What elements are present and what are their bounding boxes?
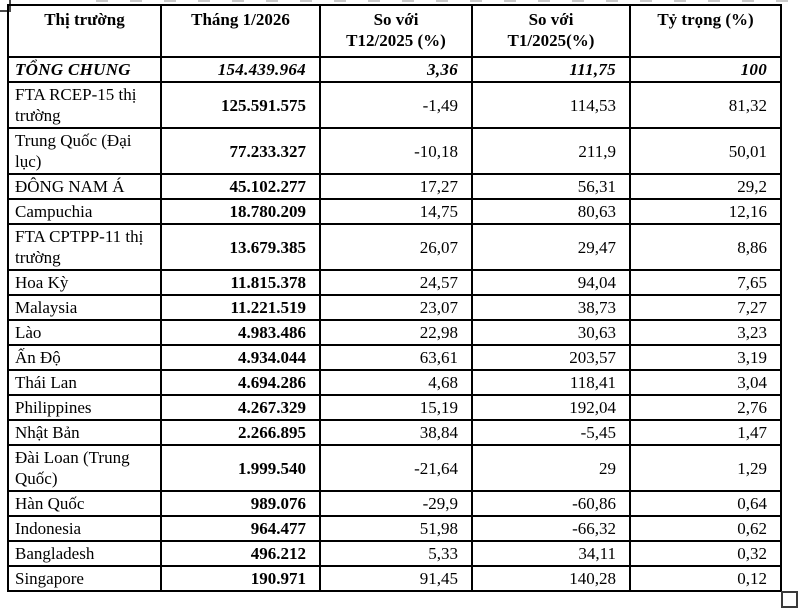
market-statistics-table xyxy=(7,4,782,592)
cell-value[interactable]: 964.477 xyxy=(161,516,320,541)
table-row xyxy=(8,516,781,541)
cell-share[interactable]: 7,65 xyxy=(630,270,781,295)
table-resize-handle-icon[interactable] xyxy=(781,591,798,608)
table-row xyxy=(8,541,781,566)
cell-market[interactable]: Hoa Kỳ xyxy=(8,270,161,295)
header-line: T12/2025 (%) xyxy=(346,31,446,50)
cell-vs_t12_2025[interactable]: 14,75 xyxy=(320,199,472,224)
cell-vs_t1_2025[interactable]: 203,57 xyxy=(472,345,630,370)
header-cell-vs_t1_2025[interactable] xyxy=(472,5,630,57)
header-line: Tỷ trọng (%) xyxy=(657,10,754,29)
cell-vs_t1_2025[interactable]: 34,11 xyxy=(472,541,630,566)
cell-value[interactable]: 4.934.044 xyxy=(161,345,320,370)
cell-market[interactable]: Philippines xyxy=(8,395,161,420)
cell-vs_t12_2025[interactable]: -21,64 xyxy=(320,445,472,491)
header-cell-share[interactable] xyxy=(630,5,781,57)
cell-vs_t1_2025[interactable]: -66,32 xyxy=(472,516,630,541)
table-row xyxy=(8,174,781,199)
cell-value[interactable]: 989.076 xyxy=(161,491,320,516)
table-row xyxy=(8,270,781,295)
cell-vs_t12_2025[interactable]: 51,98 xyxy=(320,516,472,541)
cell-value[interactable]: 77.233.327 xyxy=(161,128,320,174)
cell-vs_t12_2025[interactable]: 38,84 xyxy=(320,420,472,445)
cell-vs_t12_2025[interactable]: 26,07 xyxy=(320,224,472,270)
cell-value[interactable]: 13.679.385 xyxy=(161,224,320,270)
cell-vs_t1_2025[interactable]: 114,53 xyxy=(472,82,630,128)
cell-vs_t1_2025[interactable]: 56,31 xyxy=(472,174,630,199)
cell-share[interactable]: 100 xyxy=(630,57,781,82)
cell-vs_t12_2025[interactable]: -1,49 xyxy=(320,82,472,128)
cell-share[interactable]: 1,29 xyxy=(630,445,781,491)
cell-value[interactable]: 11.221.519 xyxy=(161,295,320,320)
cell-market[interactable]: FTA CPTPP-11 thị trường xyxy=(8,224,161,270)
cell-vs_t1_2025[interactable]: 80,63 xyxy=(472,199,630,224)
cell-market[interactable]: TỔNG CHUNG xyxy=(8,57,161,82)
cell-value[interactable]: 125.591.575 xyxy=(161,82,320,128)
cell-market[interactable]: Ấn Độ xyxy=(8,345,161,370)
cell-share[interactable]: 81,32 xyxy=(630,82,781,128)
cell-vs_t1_2025[interactable]: 29,47 xyxy=(472,224,630,270)
table-row xyxy=(8,566,781,591)
cell-market[interactable]: Nhật Bản xyxy=(8,420,161,445)
cell-share[interactable]: 12,16 xyxy=(630,199,781,224)
cell-value[interactable]: 154.439.964 xyxy=(161,57,320,82)
cell-share[interactable]: 0,32 xyxy=(630,541,781,566)
cell-share[interactable]: 0,12 xyxy=(630,566,781,591)
cell-vs_t12_2025[interactable]: 4,68 xyxy=(320,370,472,395)
cell-market[interactable]: Malaysia xyxy=(8,295,161,320)
cell-market[interactable]: Đài Loan (Trung Quốc) xyxy=(8,445,161,491)
cell-vs_t12_2025[interactable]: 23,07 xyxy=(320,295,472,320)
table-row xyxy=(8,128,781,174)
cell-vs_t12_2025[interactable]: 91,45 xyxy=(320,566,472,591)
header-cell-value[interactable] xyxy=(161,5,320,57)
cell-vs_t12_2025[interactable]: 17,27 xyxy=(320,174,472,199)
header-line: So với xyxy=(373,10,419,29)
cell-vs_t12_2025[interactable]: 22,98 xyxy=(320,320,472,345)
cell-value[interactable]: 4.267.329 xyxy=(161,395,320,420)
cell-vs_t1_2025[interactable]: 118,41 xyxy=(472,370,630,395)
cell-vs_t1_2025[interactable]: 30,63 xyxy=(472,320,630,345)
header-line: Thị trường xyxy=(44,10,125,29)
cell-vs_t1_2025[interactable]: 38,73 xyxy=(472,295,630,320)
table-header-row xyxy=(8,5,781,57)
table-row xyxy=(8,199,781,224)
cell-market[interactable]: ĐÔNG NAM Á xyxy=(8,174,161,199)
cell-vs_t12_2025[interactable]: -10,18 xyxy=(320,128,472,174)
cell-value[interactable]: 4.983.486 xyxy=(161,320,320,345)
cell-share[interactable]: 0,62 xyxy=(630,516,781,541)
table-row xyxy=(8,491,781,516)
cell-share[interactable]: 8,86 xyxy=(630,224,781,270)
cell-vs_t1_2025[interactable]: 192,04 xyxy=(472,395,630,420)
cell-value[interactable]: 190.971 xyxy=(161,566,320,591)
cell-vs_t12_2025[interactable]: -29,9 xyxy=(320,491,472,516)
table-row xyxy=(8,395,781,420)
cropped-content-artifact xyxy=(96,0,798,2)
cell-vs_t12_2025[interactable]: 5,33 xyxy=(320,541,472,566)
cell-share[interactable]: 1,47 xyxy=(630,420,781,445)
cell-share[interactable]: 3,23 xyxy=(630,320,781,345)
table-row xyxy=(8,57,781,82)
cell-value[interactable]: 4.694.286 xyxy=(161,370,320,395)
cell-market[interactable]: Thái Lan xyxy=(8,370,161,395)
header-line: T1/2025(%) xyxy=(507,31,595,50)
cell-value[interactable]: 11.815.378 xyxy=(161,270,320,295)
table-row xyxy=(8,82,781,128)
cell-market[interactable]: Lào xyxy=(8,320,161,345)
header-line: So với xyxy=(528,10,574,29)
cell-vs_t1_2025[interactable]: 29 xyxy=(472,445,630,491)
cell-market[interactable]: Singapore xyxy=(8,566,161,591)
table-row xyxy=(8,445,781,491)
table-row xyxy=(8,345,781,370)
cell-share[interactable]: 7,27 xyxy=(630,295,781,320)
table-row xyxy=(8,420,781,445)
cell-vs_t1_2025[interactable]: -5,45 xyxy=(472,420,630,445)
cell-market[interactable]: Trung Quốc (Đại lục) xyxy=(8,128,161,174)
cell-vs_t12_2025[interactable]: 15,19 xyxy=(320,395,472,420)
cell-share[interactable]: 3,04 xyxy=(630,370,781,395)
cell-vs_t12_2025[interactable]: 24,57 xyxy=(320,270,472,295)
cell-market[interactable]: Indonesia xyxy=(8,516,161,541)
table-row xyxy=(8,224,781,270)
cell-market[interactable]: Hàn Quốc xyxy=(8,491,161,516)
cell-vs_t1_2025[interactable]: 211,9 xyxy=(472,128,630,174)
cell-value[interactable]: 18.780.209 xyxy=(161,199,320,224)
cell-value[interactable]: 2.266.895 xyxy=(161,420,320,445)
table-row xyxy=(8,320,781,345)
cell-share[interactable]: 0,64 xyxy=(630,491,781,516)
cell-market[interactable]: FTA RCEP-15 thị trường xyxy=(8,82,161,128)
cell-vs_t1_2025[interactable]: 140,28 xyxy=(472,566,630,591)
header-line: Tháng 1/2026 xyxy=(191,10,290,29)
cell-market[interactable]: Campuchia xyxy=(8,199,161,224)
cell-share[interactable]: 29,2 xyxy=(630,174,781,199)
cell-vs_t1_2025[interactable]: 111,75 xyxy=(472,57,630,82)
cell-value[interactable]: 1.999.540 xyxy=(161,445,320,491)
cell-market[interactable]: Bangladesh xyxy=(8,541,161,566)
cell-share[interactable]: 2,76 xyxy=(630,395,781,420)
cell-share[interactable]: 50,01 xyxy=(630,128,781,174)
cell-vs_t12_2025[interactable]: 3,36 xyxy=(320,57,472,82)
cell-share[interactable]: 3,19 xyxy=(630,345,781,370)
cell-vs_t12_2025[interactable]: 63,61 xyxy=(320,345,472,370)
cell-value[interactable]: 45.102.277 xyxy=(161,174,320,199)
cell-vs_t1_2025[interactable]: -60,86 xyxy=(472,491,630,516)
table-row xyxy=(8,370,781,395)
table-row xyxy=(8,295,781,320)
cell-vs_t1_2025[interactable]: 94,04 xyxy=(472,270,630,295)
cell-value[interactable]: 496.212 xyxy=(161,541,320,566)
header-cell-market[interactable] xyxy=(8,5,161,57)
header-cell-vs_t12_2025[interactable] xyxy=(320,5,472,57)
